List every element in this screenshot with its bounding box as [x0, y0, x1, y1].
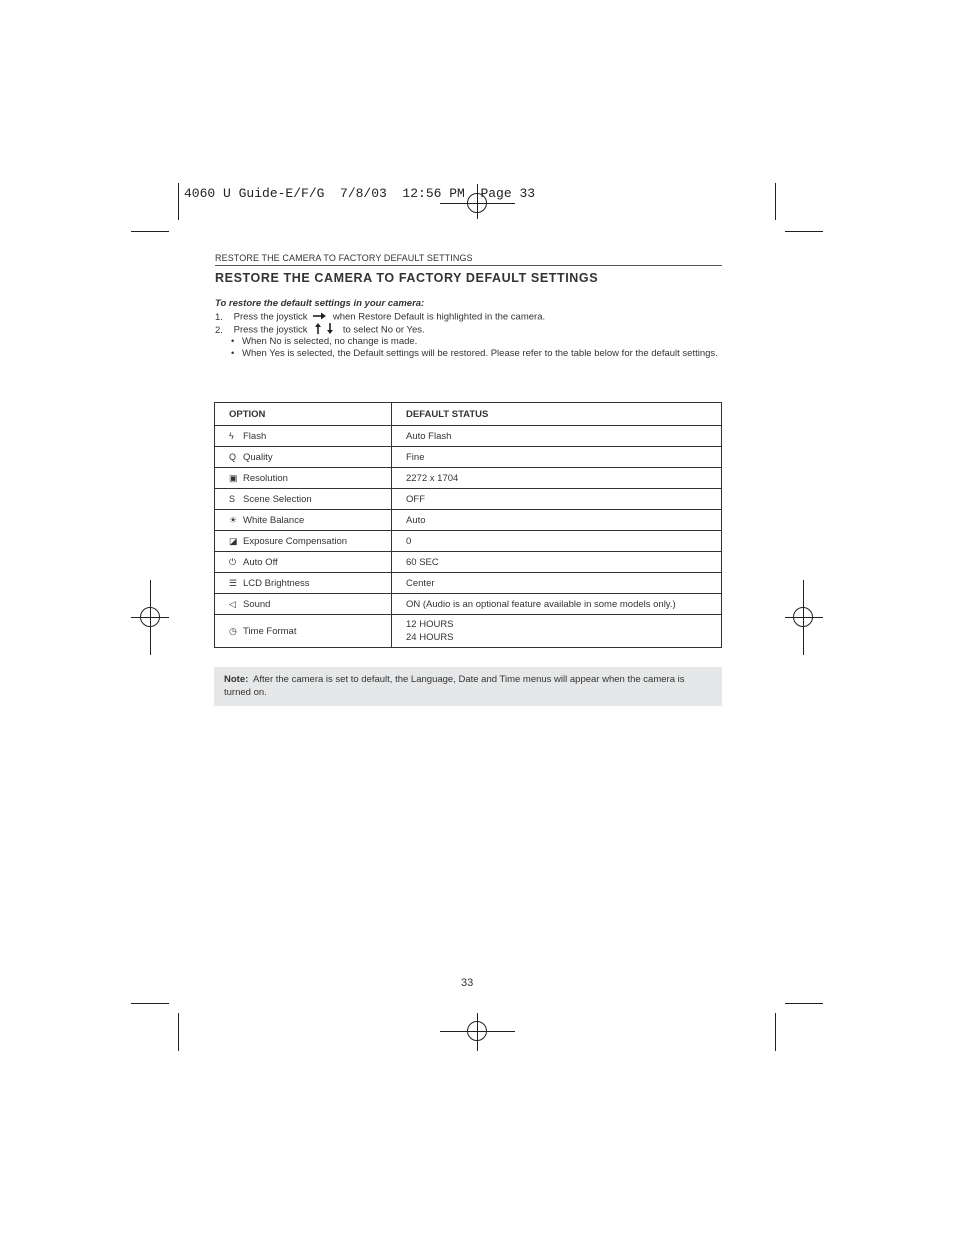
quality-icon: Q — [229, 451, 237, 462]
auto-off-icon: ⏻ — [229, 556, 237, 567]
option-label: Scene Selection — [243, 493, 312, 505]
flash-icon: ϟ — [229, 430, 234, 441]
table-header-row — [215, 403, 722, 426]
note-text: After the camera is set to default, the Language, Date and Time menus will appear when the camera is turned on. — [224, 674, 685, 698]
column-header-default-status: DEFAULT STATUS — [392, 403, 722, 426]
default-status-cell — [392, 510, 722, 531]
up-down-arrows-icon — [310, 323, 340, 337]
table-row — [215, 552, 722, 573]
default-status-cell — [392, 531, 722, 552]
default-status-value: 24 HOURS — [406, 632, 454, 643]
bullet-item: • When Yes is selected, the Default settings will be restored. Please refer to the table below for the default settings. — [231, 348, 718, 359]
table-body — [215, 426, 722, 648]
exposure-compensation-icon: ◪ — [229, 535, 238, 546]
option-label: Quality — [243, 451, 273, 463]
sound-icon: ◁ — [229, 598, 236, 609]
white-balance-icon: ☀ — [229, 514, 238, 525]
default-status-value: 60 SEC — [406, 556, 439, 568]
default-status-value: 2272 x 1704 — [406, 472, 459, 484]
default-status-value: Auto Flash — [406, 430, 452, 442]
note-box — [214, 667, 722, 706]
default-status-cell — [392, 573, 722, 594]
step-2 — [215, 323, 425, 337]
bullet-item: • When No is selected, no change is made. — [231, 336, 418, 347]
step-number: 1. — [215, 311, 223, 323]
header-rule — [215, 265, 722, 266]
table-row — [215, 594, 722, 615]
column-header-option: OPTION — [215, 403, 392, 426]
option-cell — [215, 552, 392, 573]
option-cell — [215, 426, 392, 447]
option-label: Time Format — [243, 625, 297, 637]
table-row — [215, 573, 722, 594]
step-text-before: Press the joystick — [233, 311, 308, 323]
default-status-cell — [392, 489, 722, 510]
default-status-value: 12 HOURS — [406, 619, 454, 630]
table-row — [215, 510, 722, 531]
resolution-icon: ▣ — [229, 472, 238, 483]
step-text-before: Press the joystick — [233, 324, 308, 336]
default-status-cell — [392, 447, 722, 468]
option-cell — [215, 489, 392, 510]
option-cell — [215, 594, 392, 615]
default-status-value: 0 — [406, 535, 412, 547]
option-cell — [215, 531, 392, 552]
table-row — [215, 489, 722, 510]
table-row — [215, 447, 722, 468]
option-label: Resolution — [243, 472, 288, 484]
lcd-brightness-icon: ☰ — [229, 577, 238, 588]
section-title: RESTORE THE CAMERA TO FACTORY DEFAULT SETTINGS — [215, 271, 599, 285]
option-label: Flash — [243, 430, 267, 442]
default-status-value: OFF — [406, 493, 425, 505]
default-status-value: ON (Audio is an optional feature available in some models only.) — [406, 598, 676, 610]
option-label: Auto Off — [243, 556, 278, 568]
option-cell — [215, 447, 392, 468]
option-cell — [215, 468, 392, 489]
table-row — [215, 426, 722, 447]
note-label: Note: — [224, 674, 249, 685]
table-row — [215, 468, 722, 489]
default-status-cell — [392, 426, 722, 447]
step-text-after: when Restore Default is highlighted in the camera. — [332, 311, 546, 323]
step-text-after: to select No or Yes. — [342, 324, 425, 336]
page-number: 33 — [461, 977, 474, 989]
option-cell — [215, 573, 392, 594]
default-status-cell — [392, 615, 722, 648]
default-status-value: Fine — [406, 451, 425, 463]
step-1 — [215, 311, 545, 323]
default-settings-table — [214, 402, 722, 648]
default-status-cell — [392, 468, 722, 489]
option-label: White Balance — [243, 514, 305, 526]
print-slug: 4060 U Guide-E/F/G 7/8/03 12:56 PM Page 33 — [184, 186, 536, 201]
time-format-icon: ◷ — [229, 625, 237, 636]
option-label: Sound — [243, 598, 271, 610]
step-number: 2. — [215, 324, 223, 336]
instructions-intro: To restore the default settings in your camera: — [215, 298, 425, 309]
option-cell — [215, 615, 392, 648]
scene-selection-icon: S — [229, 493, 236, 504]
table-row — [215, 615, 722, 648]
default-status-cell — [392, 552, 722, 573]
option-label: Exposure Compensation — [243, 535, 348, 547]
option-cell — [215, 510, 392, 531]
running-head: RESTORE THE CAMERA TO FACTORY DEFAULT SETTINGS — [215, 253, 473, 263]
default-status-cell — [392, 594, 722, 615]
default-status-value: Center — [406, 577, 435, 589]
table-row — [215, 531, 722, 552]
default-status-value: Auto — [406, 514, 426, 526]
right-arrow-icon — [310, 311, 330, 323]
option-label: LCD Brightness — [243, 577, 310, 589]
